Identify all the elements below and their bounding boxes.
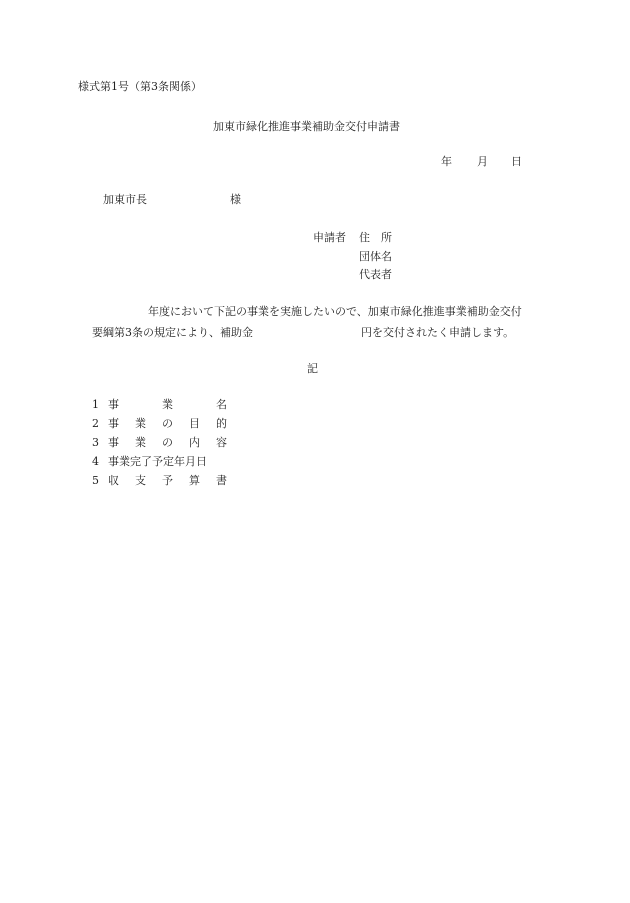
list-item-char: 算 bbox=[189, 474, 200, 487]
list-item-label bbox=[108, 398, 227, 417]
date-day: 日 bbox=[511, 155, 522, 168]
date-line bbox=[441, 155, 522, 169]
list-item-number: 2 bbox=[92, 417, 99, 430]
applicant-representative-label: 代表者 bbox=[359, 268, 392, 281]
list-item bbox=[92, 417, 227, 436]
list-item bbox=[92, 436, 227, 455]
list-item-char: 的 bbox=[216, 417, 227, 430]
list-item bbox=[92, 398, 227, 417]
list-item-char: 予 bbox=[162, 474, 173, 487]
list-item-char: 容 bbox=[216, 436, 227, 449]
date-month: 月 bbox=[477, 155, 488, 168]
list-item-char: 業 bbox=[162, 398, 173, 411]
list-item-char: の bbox=[162, 436, 173, 449]
list-item-char: 支 bbox=[135, 474, 146, 487]
body-text-line2-part2: 円を交付されたく申請します。 bbox=[361, 326, 515, 339]
addressee-mayor: 加東市長 bbox=[103, 193, 147, 206]
list-item-number: 1 bbox=[92, 398, 99, 411]
list-item-label: 事業完了予定年月日 bbox=[108, 455, 207, 468]
list-item-char: 書 bbox=[216, 474, 227, 487]
list-item-number: 3 bbox=[92, 436, 99, 449]
list-item-char: 業 bbox=[135, 436, 146, 449]
applicant-group-name-label: 団体名 bbox=[359, 250, 392, 263]
list-item-label bbox=[108, 417, 227, 436]
list-item-label bbox=[108, 474, 227, 493]
item-list bbox=[92, 398, 227, 493]
list-item-label bbox=[108, 436, 227, 455]
list-item-char: 事 bbox=[108, 398, 119, 411]
list-item-number: 4 bbox=[92, 455, 99, 468]
list-item-char: の bbox=[162, 417, 173, 430]
body-text-line2-part1: 要綱第3条の規定により、補助金 bbox=[92, 326, 253, 339]
list-item bbox=[92, 455, 227, 474]
list-item-char: 内 bbox=[189, 436, 200, 449]
list-item-char: 収 bbox=[108, 474, 119, 487]
list-item-char: 業 bbox=[135, 417, 146, 430]
document-title: 加東市緑化推進事業補助金交付申請書 bbox=[213, 120, 400, 133]
ki-heading: 記 bbox=[307, 362, 318, 375]
list-item-number: 5 bbox=[92, 474, 99, 487]
list-item-char: 事 bbox=[108, 417, 119, 430]
addressee-honorific: 様 bbox=[230, 193, 241, 206]
body-text-line1: 年度において下記の事業を実施したいので、加東市緑化推進事業補助金交付 bbox=[148, 305, 522, 318]
list-item-char: 事 bbox=[108, 436, 119, 449]
applicant-address-label: 住 所 bbox=[359, 231, 392, 244]
body-text-line2 bbox=[92, 326, 514, 340]
applicant-label: 申請者 bbox=[313, 231, 346, 244]
list-item bbox=[92, 474, 227, 493]
list-item-char: 名 bbox=[216, 398, 227, 411]
form-number: 様式第1号（第3条関係） bbox=[78, 80, 202, 93]
date-year: 年 bbox=[441, 155, 452, 168]
list-item-char: 目 bbox=[189, 417, 200, 430]
